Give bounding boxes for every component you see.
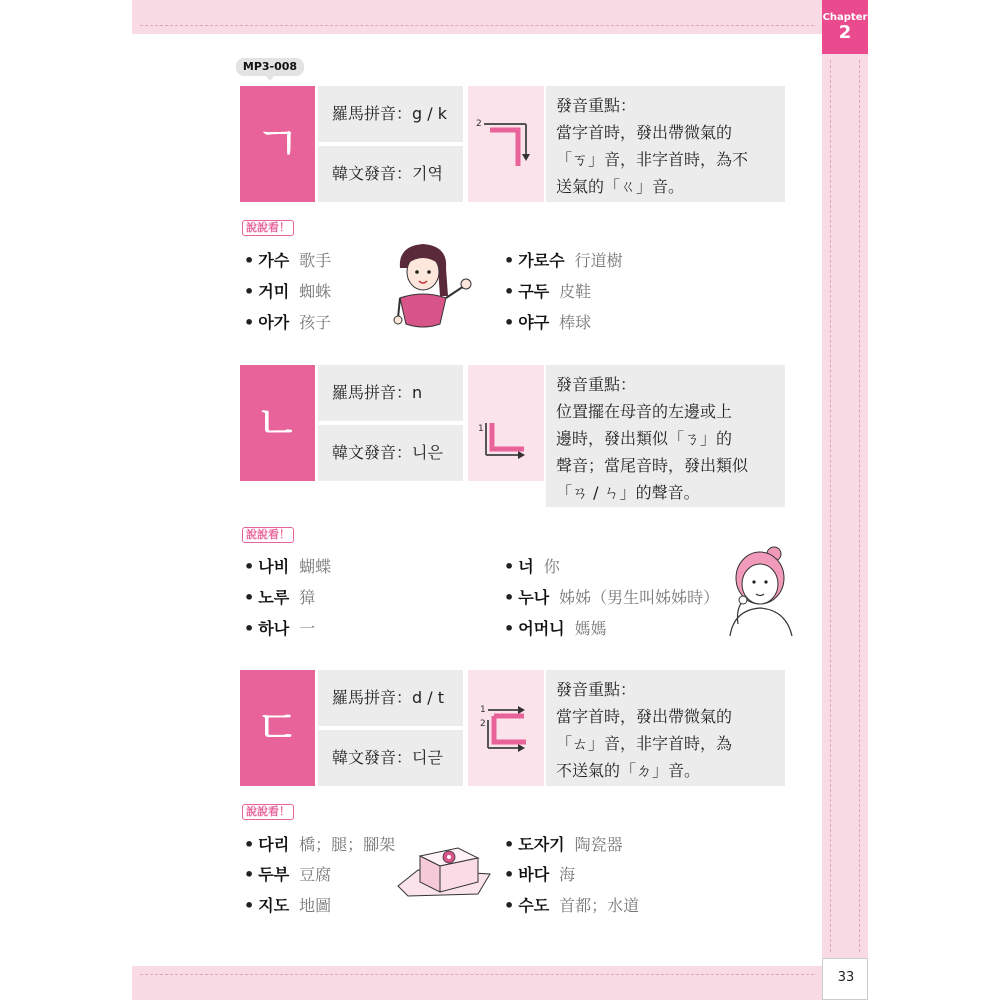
letter-tile: ㄴ [240,365,315,481]
svg-text:1: 1 [478,424,484,434]
point-title: 發音重點： [556,96,637,115]
point-line: 不送氣的「ㄉ」音。 [556,761,701,780]
bottom-decor-band [132,966,822,1000]
letter-block-digeut [240,670,785,786]
page-number-box [822,958,868,1000]
page-number: 33 [837,970,855,985]
korean-pronunciation: 韓文發音：디귿 [318,730,463,786]
vocab-item[interactable]: • 두부 豆腐 [244,865,332,884]
woman-bun-illustration [716,540,800,640]
vocab-item[interactable]: • 거미 蜘蛛 [244,282,332,301]
point-line: 位置擺在母音的左邊或上 [556,402,733,421]
vocab-item[interactable]: • 어머니 媽媽 [504,619,607,638]
vocab-item[interactable]: • 나비 蝴蝶 [244,557,332,576]
vocab-item[interactable]: • 바다 海 [504,865,576,884]
vocab-item[interactable]: • 노루 獐 [244,588,316,607]
pronunciation-point [546,670,785,786]
letter-tile: ㄱ [240,86,315,202]
point-title: 發音重點： [556,375,637,394]
stroke-order-diagram [468,365,544,481]
roman-pronunciation: 羅馬拼音：n [318,365,463,421]
vocab-item[interactable]: • 가로수 行道樹 [504,251,623,270]
vocab-item[interactable]: • 지도 地圖 [244,896,332,915]
vocab-item[interactable]: • 도자기 陶瓷器 [504,835,623,854]
pronunciation-point [546,365,785,507]
roman-pronunciation: 羅馬拼音：d / t [318,670,463,726]
point-line: 「ㄢ / ㄣ」的聲音。 [556,483,700,502]
tofu-plate-illustration [394,834,494,910]
stroke-order-diagram [468,670,544,786]
point-line: 邊時，發出類似「ㄋ」的 [556,429,733,448]
vocab-item[interactable]: • 누나 姊姊（男生叫姊姊時） [504,588,720,607]
side-decor-band [822,54,868,958]
svg-text:2: 2 [480,719,486,729]
chapter-number: 2 [838,22,852,43]
vocab-item[interactable]: • 하나 一 [244,619,316,638]
mp3-track-badge[interactable]: MP3-008 [236,58,304,76]
point-line: 「ㄊ」音，非字首時，為 [556,734,733,753]
girl-pigtails-illustration [378,238,478,334]
vocab-item[interactable]: • 야구 棒球 [504,313,592,332]
speak-label: 說說看！ [242,527,294,543]
vocab-item[interactable]: • 가수 歌手 [244,251,332,270]
point-line: 聲音；當尾音時，發出類似 [556,456,749,475]
point-line: 當字首時，發出帶微氣的 [556,707,733,726]
point-line: 當字首時，發出帶微氣的 [556,123,733,142]
speak-label: 說說看！ [242,220,294,236]
svg-text:1: 1 [480,705,486,715]
stroke-order-arrow-icon [468,365,544,481]
korean-pronunciation: 韓文發音：기역 [318,146,463,202]
letter-tile: ㄷ [240,670,315,786]
vocab-item[interactable]: • 다리 橋；腿；腳架 [244,835,396,854]
speak-label: 說說看！ [242,804,294,820]
vocab-item[interactable]: • 아가 孩子 [244,313,332,332]
stroke-order-arrow-icon [468,670,544,786]
roman-pronunciation: 羅馬拼音：g / k [318,86,463,142]
chapter-label: Chapter [822,12,868,23]
top-decor-band [132,0,822,34]
svg-text:2: 2 [476,119,482,129]
letter-block-giyeok [240,86,785,202]
point-line: 送氣的「ㄍ」音。 [556,177,685,196]
vocab-item[interactable]: • 수도 首都；水道 [504,896,640,915]
vocab-item[interactable]: • 너 你 [504,557,560,576]
pronunciation-point [546,86,785,202]
chapter-indicator [822,4,868,52]
korean-pronunciation: 韓文發音：니은 [318,425,463,481]
vocab-item[interactable]: • 구두 皮鞋 [504,282,592,301]
letter-block-nieun [240,365,785,502]
stroke-order-arrow-icon [468,86,544,202]
point-title: 發音重點： [556,680,637,699]
point-line: 「ㄎ」音，非字首時，為不 [556,150,749,169]
stroke-order-diagram [468,86,544,202]
